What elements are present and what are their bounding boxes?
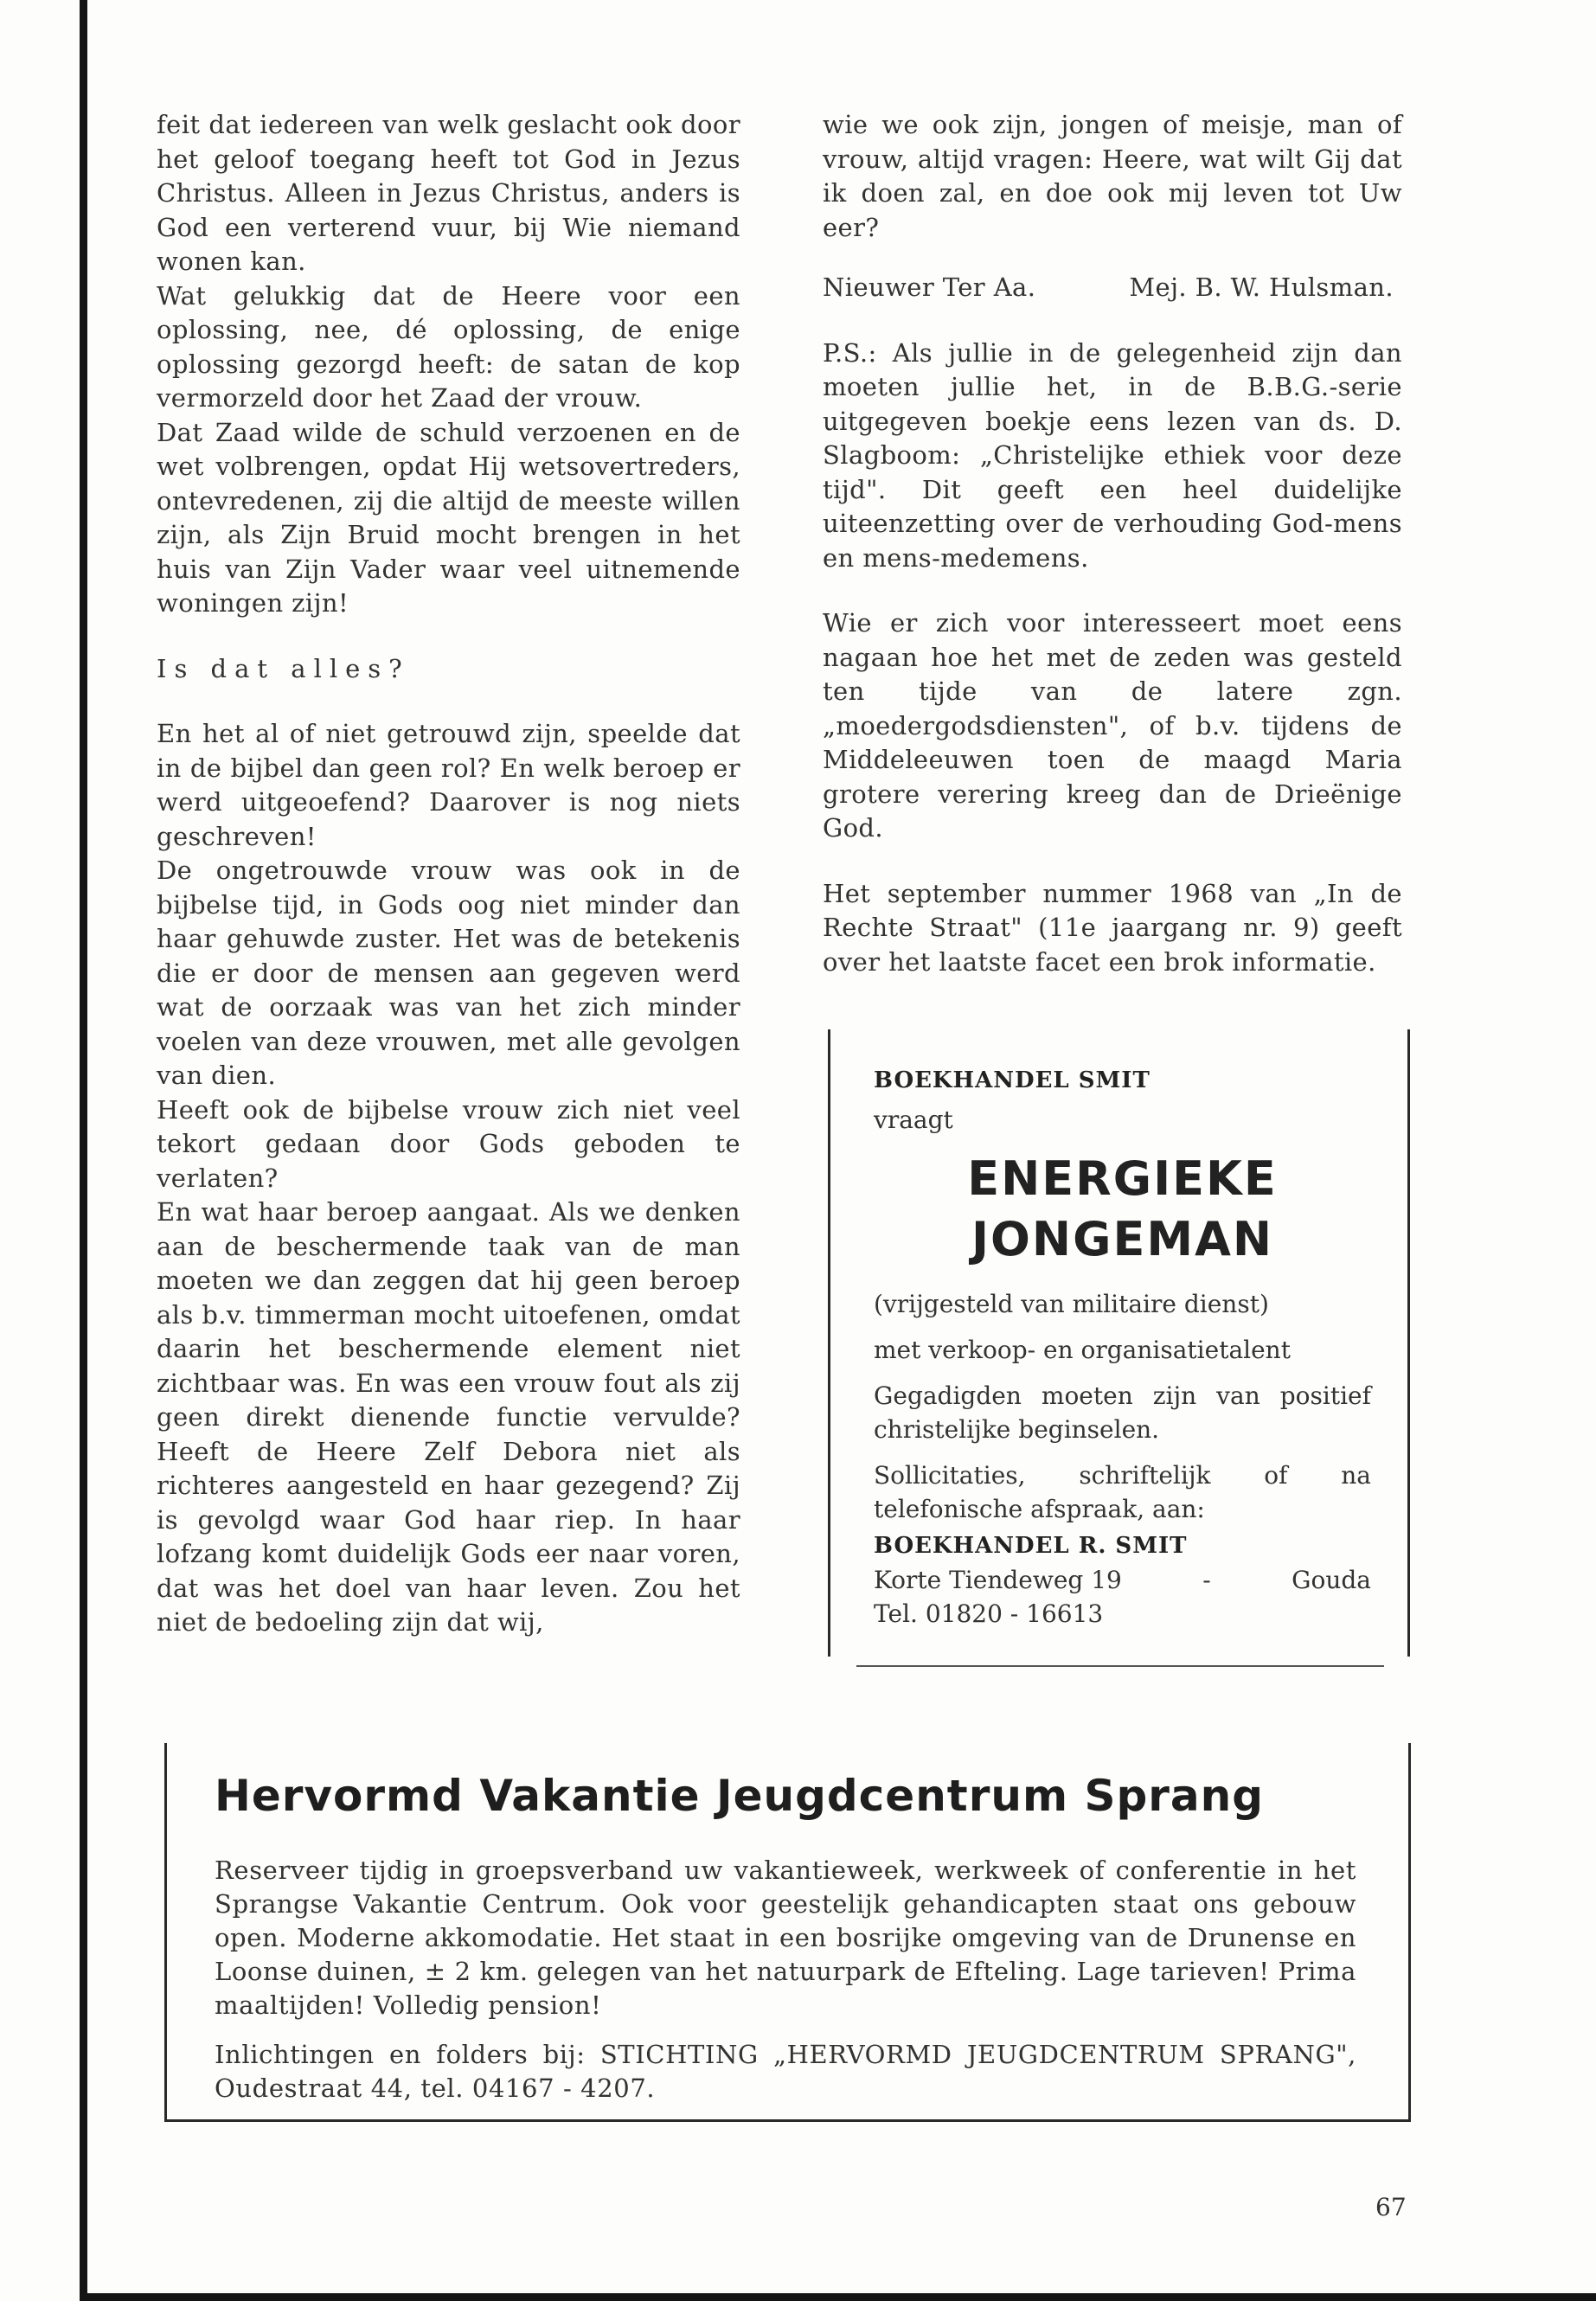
ad-sprang-info: Inlichtingen en folders bij: STICHTING „HERVORMD JEUGDCENTRUM SPRANG", Oudestraat 44, tel. 04167 - 4207. (215, 2040, 1356, 2103)
ad-jeugdcentrum-sprang (164, 1743, 1411, 2122)
left-paragraph-4: En het al of niet getrouwd zijn, speelde dat in de bijbel dan geen rol? En welk beroep er werd uitgeoefend? Daarover is nog niets geschreven! (157, 719, 740, 851)
ad-line-4: Sollicitaties, schriftelijk of na telefonische afspraak, aan: (874, 1461, 1371, 1523)
ad-company: BOEKHANDEL SMIT (874, 1067, 1151, 1093)
page-number: 67 (1375, 2193, 1407, 2221)
scan-edge-bottom (80, 2293, 1596, 2301)
ad-vraagt: vraagt (874, 1106, 953, 1134)
ad-contact-name: BOEKHANDEL R. SMIT (874, 1533, 1188, 1559)
right-column (823, 108, 1402, 979)
left-column (157, 108, 740, 1640)
ad-dash: - (1202, 1566, 1211, 1594)
ad-phone: Tel. 01820 - 16613 (874, 1599, 1104, 1628)
signature-line (823, 271, 1402, 305)
signature-author: Mej. B. W. Hulsman. (1129, 272, 1394, 302)
subheading: Is dat alles? (157, 653, 410, 683)
ad-headline-2: JONGEMAN (971, 1212, 1274, 1266)
right-paragraph-3: Wie er zich voor interesseert moet eens nagaan hoe het met de zeden was gesteld ten tijde van de latere zgn. „moedergodsdiensten", of b.v. tijdens de Middeleeuwen toen de maagd Maria grotere verering kreeg dan de Drieënige God. (823, 608, 1402, 843)
ad-line-3: Gegadigden moeten zijn van positief christelijke beginselen. (874, 1381, 1371, 1444)
right-paragraph-1: wie we ook zijn, jongen of meisje, man of vrouw, altijd vragen: Heere, wat wilt Gij dat ik doen zal, en doe ook mij leven tot Uw eer? (823, 110, 1402, 242)
ad-street: Korte Tiendeweg 19 (874, 1566, 1122, 1594)
left-paragraph-6: Heeft ook de bijbelse vrouw zich niet veel tekort gedaan door Gods geboden te verlaten? (157, 1094, 740, 1193)
ad-boekhandel-smit (828, 1029, 1410, 1657)
ad-smit-bottom-rule (856, 1665, 1384, 1667)
signature-place: Nieuwer Ter Aa. (823, 272, 1036, 302)
left-paragraph-3: Dat Zaad wilde de schuld verzoenen en de wet volbrengen, opdat Hij wetsovertreders, ontevredenen, zij die altijd de meeste willen zijn, als Zijn Bruid mocht brengen in het huis van Zijn Vader waar veel uitnemende woningen zijn! (157, 417, 740, 618)
right-paragraph-4: Het september nummer 1968 van „In de Rechte Straat" (11e jaargang nr. 9) geeft over het laatste facet een brok informatie. (823, 878, 1402, 977)
postscript: P.S.: Als jullie in de gelegenheid zijn dan moeten jullie het, in de B.B.G.-serie uitgegeven boekje eens lezen van ds. D. Slagboom: „Christelijke ethiek voor deze tijd". Dit geeft een heel duidelijke uiteenzetting over de verhouding God-mens en mens-medemens. (823, 337, 1402, 573)
ad-line-1: (vrijgesteld van militaire dienst) (874, 1290, 1269, 1318)
ad-headline-1: ENERGIEKE (967, 1151, 1278, 1206)
ad-line-2: met verkoop- en organisatietalent (874, 1336, 1291, 1364)
ad-sprang-title: Hervormd Vakantie Jeugdcentrum Sprang (215, 1771, 1265, 1821)
ad-city: Gouda (1292, 1566, 1371, 1594)
ad-address (874, 1563, 1371, 1597)
left-paragraph-1: feit dat iedereen van welk geslacht ook door het geloof toegang heeft tot God in Jezus Christus. Alleen in Jezus Christus, anders is God een verterend vuur, bij Wie niemand wonen kan. (157, 110, 740, 276)
scan-edge-left (80, 0, 87, 2301)
ad-sprang-body: Reserveer tijdig in groepsverband uw vakantieweek, werkweek of conferentie in het Sprangse Vakantie Centrum. Ook voor geestelijk gehandicapten staat ons gebouw open. Moderne akkomodatie. Het staat in een bosrijke omgeving van de Drunense en Loonse duinen, ± 2 km. gelegen van het natuurpark de Efteling. Lage tarieven! Prima maaltijden! Volledig pension! (215, 1856, 1356, 2020)
left-paragraph-5: De ongetrouwde vrouw was ook in de bijbelse tijd, in Gods oog niet minder dan haar gehuwde zuster. Het was de betekenis die er door de mensen aan gegeven werd wat de oorzaak was van het zich minder voelen van deze vrouwen, met alle gevolgen van dien. (157, 856, 740, 1090)
left-paragraph-7: En wat haar beroep aangaat. Als we denken aan de beschermende taak van de man moeten we dan zeggen dat hij geen beroep als b.v. timmerman mocht uitoefenen, omdat daarin het beschermende element niet zichtbaar was. En was een vrouw fout als zij geen direkt dienende functie vervulde? Heeft de Heere Zelf Debora niet als richteres aangesteld en haar gezegend? Zij is gevolgd waar God haar riep. In haar lofzang komt duidelijk Gods eer naar voren, dat was het doel van haar leven. Zou het niet de bedoeling zijn dat wij, (157, 1197, 740, 1637)
left-paragraph-2: Wat gelukkig dat de Heere voor een oplossing, nee, dé oplossing, de enige oplossing gezorgd heeft: de satan de kop vermorzeld door het Zaad der vrouw. (157, 280, 740, 413)
